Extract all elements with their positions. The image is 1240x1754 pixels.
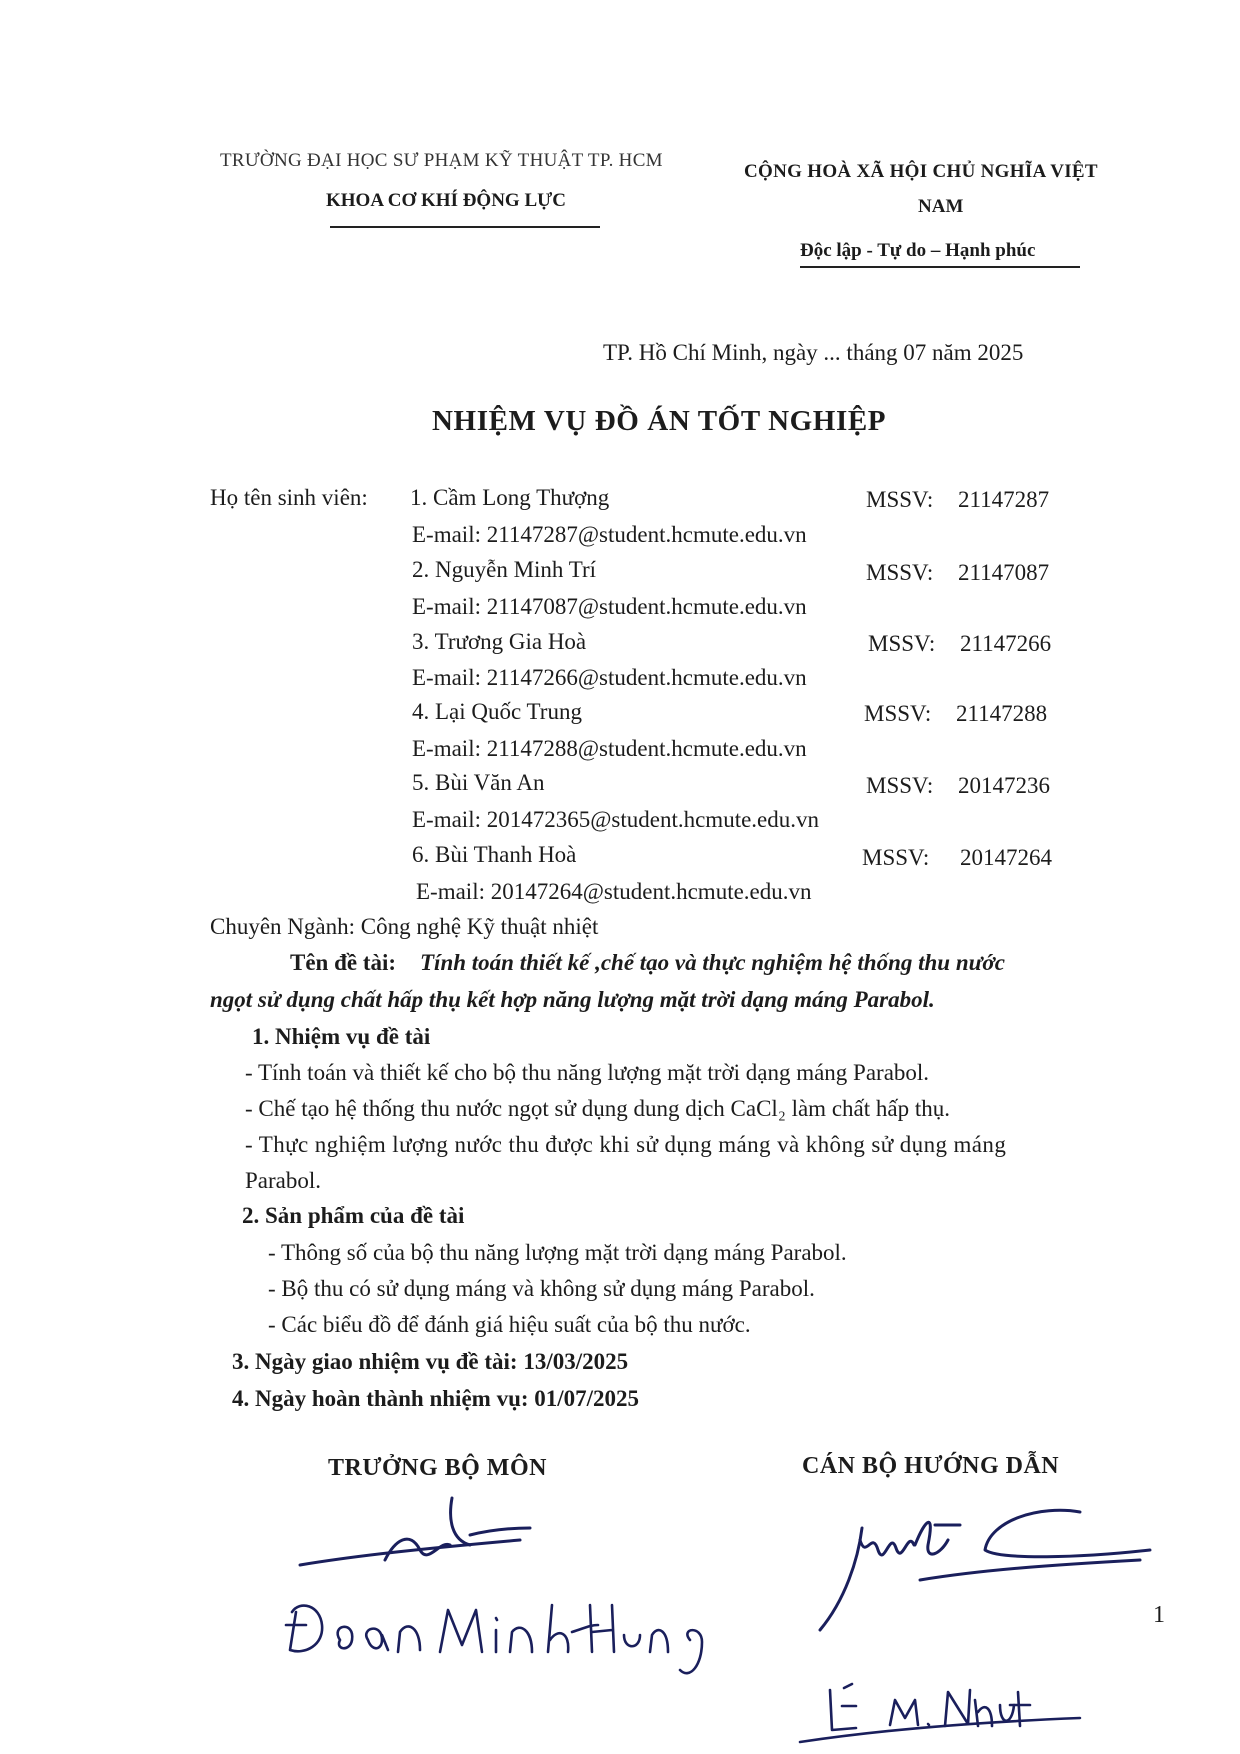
student-id: 21147266 <box>960 631 1052 656</box>
topic-title-line1: Tính toán thiết kế ,chế tạo và thực nghiệm hệ thống thu nước <box>420 950 1005 975</box>
major-line: Chuyên Ngành: Công nghệ Kỹ thuật nhiệt <box>210 914 599 939</box>
task-item: - Thực nghiệm lượng nước thu được khi sử dụng máng và không sử dụng máng <box>245 1132 1007 1157</box>
student-email: E-mail: 21147266@student.hcmute.edu.vn <box>412 665 807 690</box>
section-1-heading: 1. Nhiệm vụ đề tài <box>252 1024 431 1049</box>
topic-title-line2: ngọt sử dụng chất hấp thụ kết hợp năng lượng mặt trời dạng máng Parabol. <box>210 987 935 1012</box>
supervisor-title: CÁN BỘ HƯỚNG DẪN <box>802 1453 1060 1479</box>
completion-date: 4. Ngày hoàn thành nhiệm vụ: 01/07/2025 <box>232 1386 640 1411</box>
school-name: TRƯỜNG ĐẠI HỌC SƯ PHẠM KỸ THUẬT TP. HCM <box>220 150 663 171</box>
students-label: Họ tên sinh viên: <box>210 485 368 510</box>
section-2-heading: 2. Sản phẩm của đề tài <box>242 1203 465 1228</box>
mssv-label: MSSV: <box>862 845 930 870</box>
topic-label: Tên đề tài: <box>290 950 397 975</box>
student-id: 21147288 <box>956 701 1048 726</box>
right-signature-name <box>800 1684 1080 1742</box>
faculty-name: KHOA CƠ KHÍ ĐỘNG LỰC <box>326 190 566 211</box>
student-id: 21147287 <box>958 487 1050 512</box>
student-email: E-mail: 21147288@student.hcmute.edu.vn <box>412 736 807 761</box>
student-email: E-mail: 21147087@student.hcmute.edu.vn <box>412 594 807 619</box>
nation-name-line1: CỘNG HOÀ XÃ HỘI CHỦ NGHĨA VIỆT <box>744 161 1098 182</box>
student-name: 4. Lại Quốc Trung <box>412 699 582 724</box>
page-number: 1 <box>1153 1602 1165 1628</box>
mssv-label: MSSV: <box>864 701 932 726</box>
product-item: - Thông số của bộ thu năng lượng mặt trời dạng máng Parabol. <box>268 1240 847 1265</box>
task-item-continuation: Parabol. <box>245 1168 322 1193</box>
student-id: 20147264 <box>960 845 1052 870</box>
right-signature-scribble <box>820 1510 1150 1630</box>
student-name: 5. Bùi Văn An <box>412 770 545 795</box>
national-motto: Độc lập - Tự do – Hạnh phúc <box>800 240 1036 261</box>
student-id: 20147236 <box>958 773 1050 798</box>
assign-date: 3. Ngày giao nhiệm vụ đề tài: 13/03/2025 <box>232 1349 629 1374</box>
mssv-label: MSSV: <box>866 487 934 512</box>
student-name: 6. Bùi Thanh Hoà <box>412 842 577 867</box>
document-title: NHIỆM VỤ ĐỒ ÁN TỐT NGHIỆP <box>432 405 887 437</box>
student-email: E-mail: 21147287@student.hcmute.edu.vn <box>412 522 807 547</box>
student-email: E-mail: 20147264@student.hcmute.edu.vn <box>416 879 812 904</box>
student-id: 21147087 <box>958 560 1050 585</box>
left-signature-name <box>286 1605 702 1673</box>
student-email: E-mail: 201472365@student.hcmute.edu.vn <box>412 807 820 832</box>
product-item: - Các biểu đồ để đánh giá hiệu suất của bộ thu nước. <box>268 1312 751 1337</box>
product-item: - Bộ thu có sử dụng máng và không sử dụng máng Parabol. <box>268 1276 815 1301</box>
date-line: TP. Hồ Chí Minh, ngày ... tháng 07 năm 2025 <box>603 340 1024 365</box>
head-of-department-title: TRƯỞNG BỘ MÔN <box>328 1455 547 1481</box>
mssv-label: MSSV: <box>866 773 934 798</box>
student-name: 1. Cầm Long Thượng <box>410 485 610 510</box>
mssv-label: MSSV: <box>868 631 936 656</box>
mssv-label: MSSV: <box>866 560 934 585</box>
student-name: 3. Trương Gia Hoà <box>412 629 587 654</box>
left-signature-scribble <box>300 1498 530 1565</box>
nation-name-line2: NAM <box>918 196 964 217</box>
task-item: - Tính toán và thiết kế cho bộ thu năng lượng mặt trời dạng máng Parabol. <box>245 1060 930 1085</box>
task-item: - Chế tạo hệ thống thu nước ngọt sử dụng dung dịch CaCl₂ làm chất hấp thụ. <box>245 1096 950 1121</box>
student-name: 2. Nguyễn Minh Trí <box>412 557 597 582</box>
